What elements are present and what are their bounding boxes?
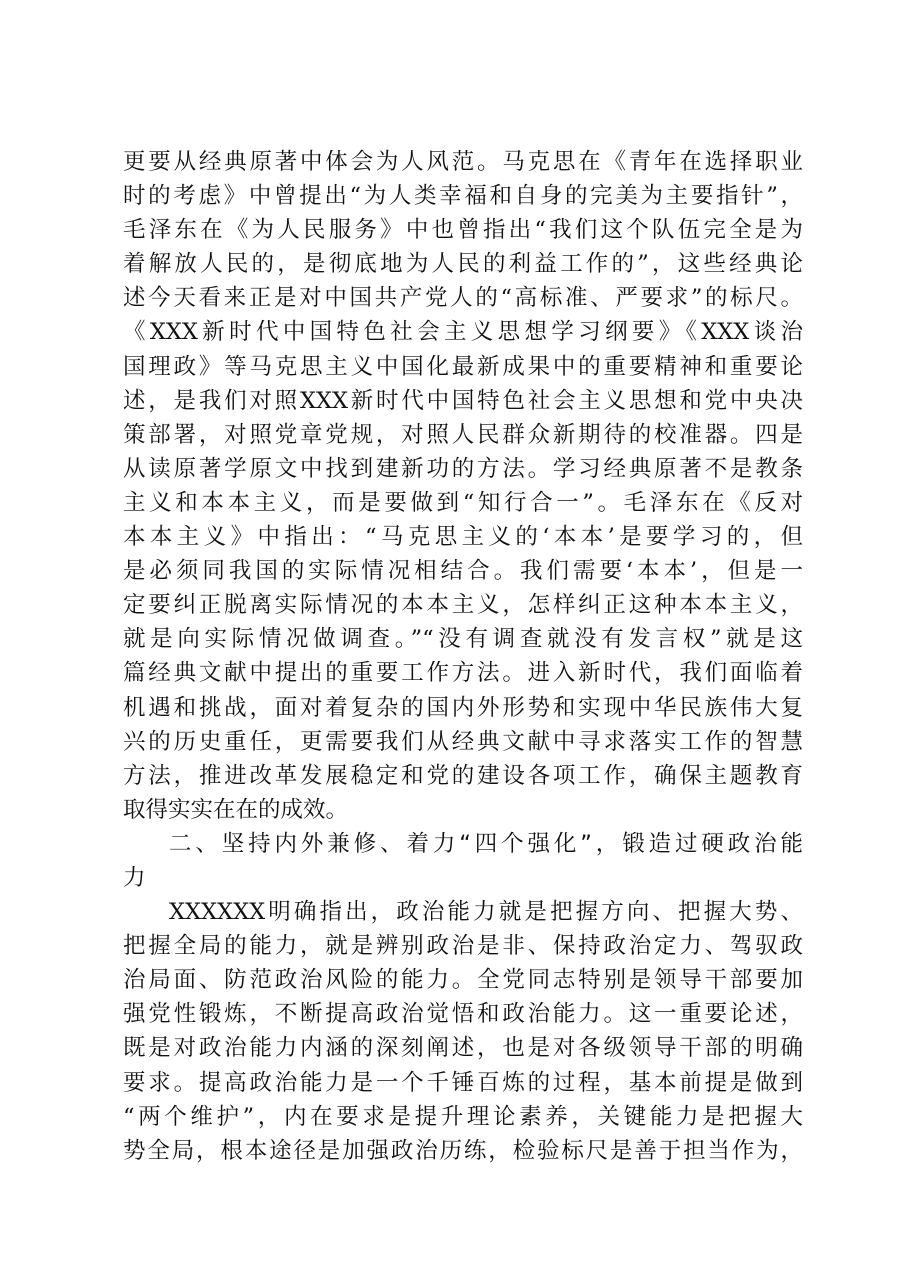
text-line: 本本主义》中指出：“马克思主义的‘本本’是要学习的，但 [123, 524, 803, 551]
text-line: 要求。提高政治能力是一个千锤百炼的过程，基本前提是做到 [123, 1069, 803, 1096]
text-line: 定要纠正脱离实际情况的本本主义，怎样纠正这种本本主义， [123, 592, 803, 619]
text-line: 着解放人民的，是彻底地为人民的利益工作的”，这些经典论 [123, 251, 803, 278]
body-paragraph-2 [123, 895, 803, 1168]
text-line: 毛泽东在《为人民服务》中也曾指出“我们这个队伍完全是为 [123, 217, 803, 244]
text-line: 机遇和挑战，面对着复杂的国内外形势和实现中华民族伟大复 [123, 694, 803, 721]
text-line: 既是对政治能力内涵的深刻阐述，也是对各级领导干部的明确 [123, 1035, 803, 1062]
text-line: “两个维护”，内在要求是提升理论素养，关键能力是把握大 [123, 1103, 803, 1130]
text-line: 从读原著学原文中找到建新功的方法。学习经典原著不是教条 [123, 455, 803, 482]
text-line: 就是向实际情况做调查。”“没有调查就没有发言权”就是这 [123, 626, 803, 653]
text-line: 取得实实在在的成效。 [123, 796, 349, 823]
text-line: 强党性锻炼，不断提高政治觉悟和政治能力。这一重要论述， [123, 1001, 803, 1028]
text-line: 时的考虑》中曾提出“为人类幸福和自身的完美为主要指针”， [123, 183, 803, 210]
text-line: 述今天看来正是对中国共产党人的“高标准、严要求”的标尺。 [123, 285, 803, 312]
text-line: 《XXX新时代中国特色社会主义思想学习纲要》《XXX谈治 [123, 319, 803, 346]
text-line: 国理政》等马克思主义中国化最新成果中的重要精神和重要论 [123, 353, 803, 380]
text-line: 策部署，对照党章党规，对照人民群众新期待的校准器。四是 [123, 421, 803, 448]
text-line: 篇经典文献中提出的重要工作方法。进入新时代，我们面临着 [123, 660, 803, 687]
text-line: 更要从经典原著中体会为人风范。马克思在《青年在选择职业 [123, 149, 803, 175]
heading-line: 力 [123, 864, 146, 891]
heading-line: 二、坚持内外兼修、着力“四个强化”，锻造过硬政治能 [169, 830, 803, 857]
text-line: 兴的历史重任，更需要我们从经典文献中寻求落实工作的智慧 [123, 728, 803, 755]
text-line: 势全局，根本途径是加强政治历练，检验标尺是善于担当作为， [123, 1137, 803, 1164]
text-line: 主义和本本主义，而是要做到“知行合一”。毛泽东在《反对 [123, 489, 803, 516]
text-line: 方法，推进改革发展稳定和党的建设各项工作，确保主题教育 [123, 762, 803, 789]
text-line: 述，是我们对照XXX新时代中国特色社会主义思想和党中央决 [123, 387, 803, 414]
text-line: 是必须同我国的实际情况相结合。我们需要‘本本’，但是一 [123, 558, 803, 585]
document-body [123, 145, 803, 1168]
section-heading [123, 827, 803, 895]
text-line: 把握全局的能力，就是辨别政治是非、保持政治定力、驾驭政 [123, 933, 803, 960]
body-paragraph-1 [123, 145, 803, 827]
text-line: 治局面、防范政治风险的能力。全党同志特别是领导干部要加 [123, 967, 803, 994]
text-line: XXXXXX明确指出，政治能力就是把握方向、把握大势、 [169, 899, 803, 926]
